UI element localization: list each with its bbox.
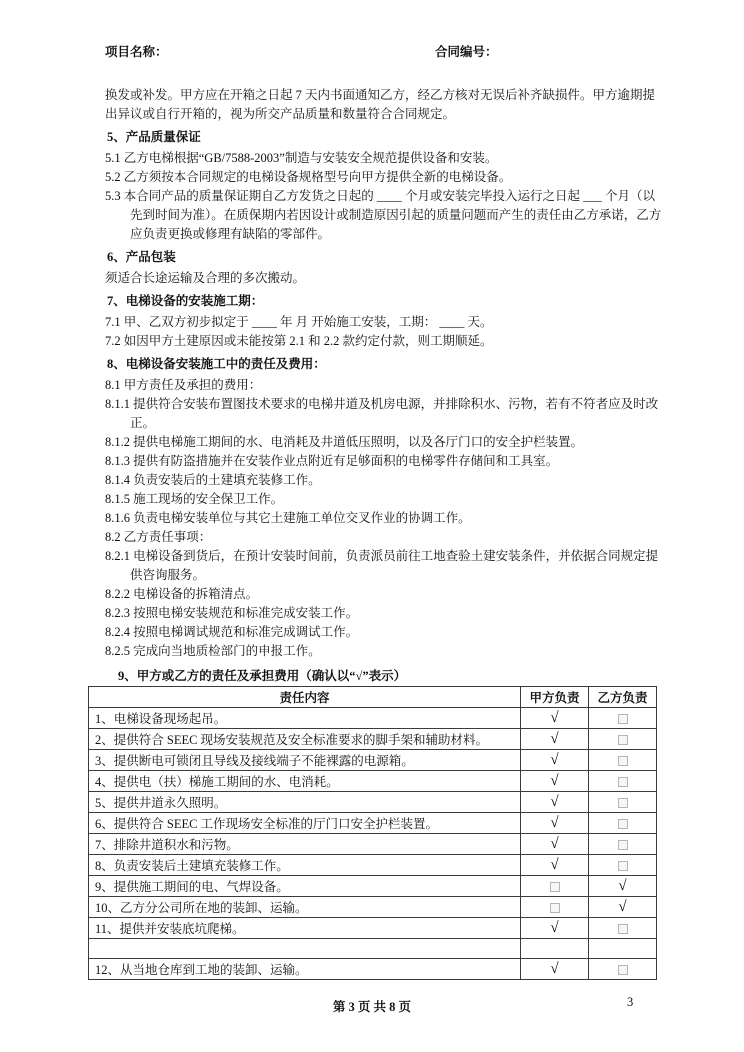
table-header-row — [89, 687, 657, 708]
clause-6-body: 须适合长途运输及合理的多次搬动。 — [105, 271, 306, 285]
clause-8-2-4: 8.2.4 按照电梯调试规范和标准完成调试工作。 — [105, 625, 359, 639]
clause-8-1-5: 8.1.5 施工现场的安全保卫工作。 — [105, 492, 284, 506]
clause-8-2-2: 8.2.2 电梯设备的拆箱清点。 — [105, 587, 259, 601]
column-header-party-a: 甲方负责 — [521, 687, 589, 708]
heading-section-8: 8、电梯设备安装施工中的责任及费用： — [107, 357, 326, 371]
responsibility-text: 12、从当地仓库到工地的装卸、运输。 — [89, 959, 521, 980]
party-b-mark — [618, 861, 628, 871]
table-row-empty — [89, 939, 657, 959]
party-b-mark — [618, 819, 628, 829]
party-b-cell — [589, 750, 657, 771]
party-a-cell — [521, 771, 589, 792]
party-a-mark — [550, 882, 560, 892]
heading-section-9: 9、甲方或乙方的责任及承担费用（确认以“√”表示） — [118, 669, 407, 683]
party-b-mark — [618, 714, 628, 724]
party-b-mark — [618, 965, 628, 975]
party-b-mark — [618, 798, 628, 808]
party-a-cell — [521, 813, 589, 834]
responsibility-text: 3、提供断电可锁闭且导线及接线端子不能裸露的电源箱。 — [89, 750, 521, 771]
table-row-6 — [89, 813, 657, 834]
party-b-cell — [589, 939, 657, 959]
party-a-cell — [521, 834, 589, 855]
responsibility-text: 7、排除井道积水和污物。 — [89, 834, 521, 855]
clause-8-2: 8.2 乙方责任事项： — [105, 530, 212, 544]
responsibility-text: 5、提供井道永久照明。 — [89, 792, 521, 813]
table-row-11 — [89, 918, 657, 939]
party-a-mark: √ — [550, 856, 559, 873]
column-header-content: 责任内容 — [89, 687, 521, 708]
clause-7-2: 7.2 如因甲方土建原因或未能按第 2.1 和 2.2 款约定付款，则工期顺延。 — [105, 334, 493, 348]
party-a-cell — [521, 876, 589, 897]
party-b-cell — [589, 729, 657, 750]
clause-8-1: 8.1 甲方责任及承担的费用： — [105, 378, 262, 392]
party-a-mark: √ — [550, 730, 559, 747]
clause-5-3: 5.3 本合同产品的质量保证期自乙方发货之日起的 ____ 个月或安装完毕投入运行之日起 ___ 个月（以先到时间为准）。在质保期内若因设计或制造原因引起的质量问题而产生的责任由乙方承诺，乙方应负责更换或修理有缺陷的零部件。 — [105, 189, 662, 241]
party-a-cell — [521, 959, 589, 980]
responsibility-text: 6、提供符合 SEEC 工作现场安全标准的厅门口安全护栏装置。 — [89, 813, 521, 834]
party-a-mark: √ — [550, 960, 559, 977]
party-a-cell — [521, 750, 589, 771]
party-a-cell — [521, 792, 589, 813]
party-a-cell — [521, 918, 589, 939]
contract-number-label: 合同编号： — [435, 45, 498, 59]
responsibility-text — [89, 939, 521, 959]
footer-page-number: 3 — [627, 995, 634, 1009]
party-b-mark: √ — [618, 898, 627, 915]
table-row-1 — [89, 708, 657, 729]
clause-8-2-3: 8.2.3 按照电梯安装规范和标准完成安装工作。 — [105, 606, 359, 620]
party-a-cell — [521, 939, 589, 959]
table-row-5 — [89, 792, 657, 813]
party-b-cell — [589, 834, 657, 855]
table-row-9 — [89, 876, 657, 897]
party-a-mark: √ — [550, 919, 559, 936]
clause-8-1-4: 8.1.4 负责安装后的土建填充装修工作。 — [105, 473, 321, 487]
heading-section-5: 5、产品质量保证 — [107, 130, 201, 144]
party-b-cell — [589, 918, 657, 939]
responsibility-text: 10、乙方分公司所在地的装卸、运输。 — [89, 897, 521, 918]
responsibility-text: 11、提供并安装底坑爬梯。 — [89, 918, 521, 939]
responsibility-text: 2、提供符合 SEEC 现场安装规范及安全标准要求的脚手架和辅助材料。 — [89, 729, 521, 750]
project-name-label: 项目名称： — [105, 45, 168, 59]
party-b-mark — [618, 756, 628, 766]
party-b-cell — [589, 708, 657, 729]
party-b-cell — [589, 959, 657, 980]
party-a-cell — [521, 729, 589, 750]
clause-5-1: 5.1 乙方电梯根据“GB/7588-2003”制造与安装安全规范提供设备和安装。 — [105, 151, 498, 165]
table-row-3 — [89, 750, 657, 771]
clause-8-1-1: 8.1.1 提供符合安装布置图技术要求的电梯井道及机房电源，并排除积水、污物，若有不符者应及时改正。 — [105, 397, 659, 430]
responsibility-text: 1、电梯设备现场起吊。 — [89, 708, 521, 729]
party-a-cell — [521, 708, 589, 729]
party-b-cell — [589, 792, 657, 813]
clause-5-2: 5.2 乙方须按本合同规定的电梯设备规格型号向甲方提供全新的电梯设备。 — [105, 170, 512, 184]
party-b-cell — [589, 771, 657, 792]
party-b-cell — [589, 876, 657, 897]
table-row-4 — [89, 771, 657, 792]
responsibility-text: 8、负责安装后土建填充装修工作。 — [89, 855, 521, 876]
clause-8-2-1: 8.2.1 电梯设备到货后，在预计安装时间前，负责派员前往工地查验土建安装条件，并依据合同规定提供咨询服务。 — [105, 549, 659, 582]
contract-body — [105, 86, 663, 686]
party-b-mark — [618, 735, 628, 745]
party-a-mark: √ — [550, 709, 559, 726]
party-b-mark — [618, 924, 628, 934]
party-b-mark: √ — [618, 877, 627, 894]
clause-8-1-3: 8.1.3 提供有防盗措施并在安装作业点附近有足够面积的电梯零件存储间和工具室。 — [105, 454, 559, 468]
party-b-cell — [589, 855, 657, 876]
footer-page-info: 第 3 页 共 8 页 — [332, 1000, 412, 1014]
heading-section-6: 6、产品包装 — [107, 250, 176, 264]
table-row-12 — [89, 959, 657, 980]
party-a-mark: √ — [550, 814, 559, 831]
responsibility-table — [88, 686, 657, 980]
party-a-mark: √ — [550, 793, 559, 810]
responsibility-text: 9、提供施工期间的电、气焊设备。 — [89, 876, 521, 897]
party-b-cell — [589, 897, 657, 918]
table-row-7 — [89, 834, 657, 855]
party-a-cell — [521, 855, 589, 876]
clause-8-1-2: 8.1.2 提供电梯施工期间的水、电消耗及井道低压照明，以及各厅门口的安全护栏装置。 — [105, 435, 584, 449]
responsibility-text: 4、提供电（扶）梯施工期间的水、电消耗。 — [89, 771, 521, 792]
table-row-2 — [89, 729, 657, 750]
party-b-mark — [618, 777, 628, 787]
heading-section-7: 7、电梯设备的安装施工期： — [107, 294, 264, 308]
party-b-cell — [589, 813, 657, 834]
clause-continuation: 换发或补发。甲方应在开箱之日起 7 天内书面通知乙方，经乙方核对无误后补齐缺损件。甲方逾期提出异议或自行开箱的，视为所交产品质量和数量符合合同规定。 — [105, 88, 656, 121]
party-a-mark: √ — [550, 772, 559, 789]
party-b-mark — [618, 840, 628, 850]
party-a-cell — [521, 897, 589, 918]
table-row-10 — [89, 897, 657, 918]
clause-8-2-5: 8.2.5 完成向当地质检部门的申报工作。 — [105, 644, 321, 658]
clause-8-1-6: 8.1.6 负责电梯安装单位与其它土建施工单位交叉作业的协调工作。 — [105, 511, 471, 525]
document-header — [0, 42, 744, 62]
table-row-8 — [89, 855, 657, 876]
party-a-mark: √ — [550, 751, 559, 768]
party-a-mark — [550, 903, 560, 913]
column-header-party-b: 乙方负责 — [589, 687, 657, 708]
party-a-mark: √ — [550, 835, 559, 852]
clause-7-1: 7.1 甲、乙双方初步拟定于 ____ 年 月 开始施工安装，工期： ____ 天。 — [105, 315, 493, 329]
